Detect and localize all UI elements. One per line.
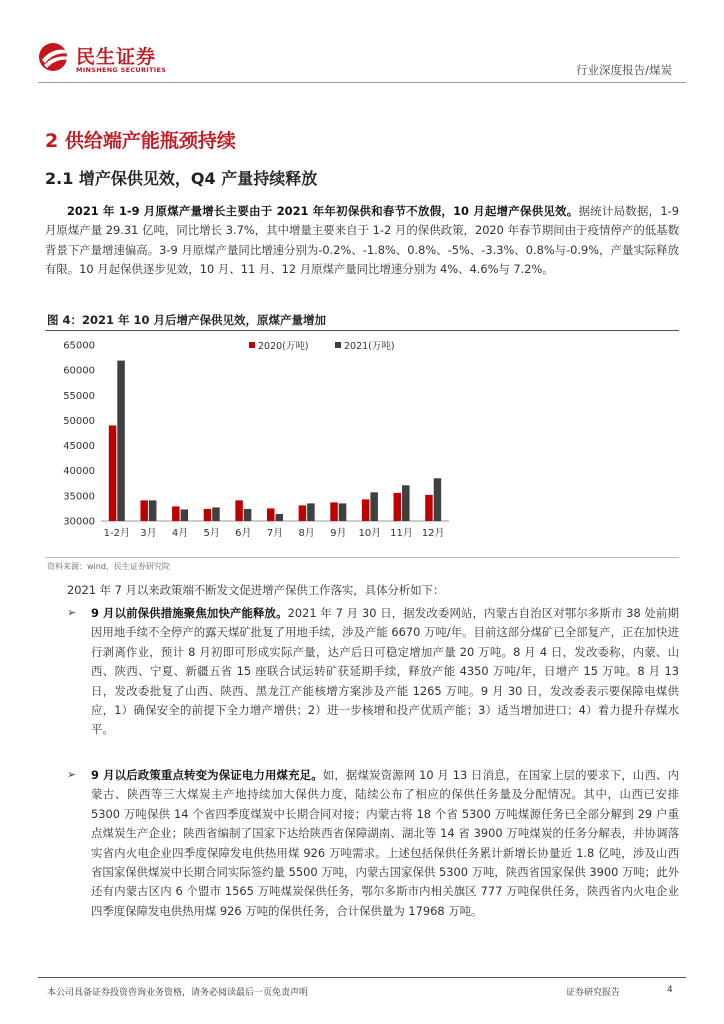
x-tick-label: 4月 <box>171 528 189 539</box>
logo-cn: 民生证券 <box>76 46 157 68</box>
bar-2021-9月 <box>339 503 347 521</box>
bar-2021-11月 <box>402 485 410 521</box>
section-title: 2 供给端产能瓶颈持续 <box>45 130 236 152</box>
x-tick-label: 9月 <box>330 528 347 539</box>
bar-2020-10月 <box>362 499 370 521</box>
bullet-1-marker: ➢ <box>67 606 77 619</box>
bar-chart <box>45 332 455 557</box>
bullet-2-marker: ➢ <box>67 768 77 781</box>
paragraph-1-body: 据统计局数据，1-9 月原煤产量 29.31 亿吨，同比增长 3.7%，其中增量主要来自于 1-2 月的保供政策，2020 年春节期间由于疫情停产的低基数背景下产量增速偏高。3-9 月原煤产量同比增速分别为-0.2%、-1.8%、0.8%、-5%、-3.3%、0.8%与-0.9%，产量实际释放有限。10 月起保供逐步见效，10 月、11 月、12 月原煤产量同比增速分别为 4%、4.6%与 7.2%。 <box>45 204 679 277</box>
y-tick-label: 60000 <box>63 365 95 377</box>
bar-2021-3月 <box>149 500 157 521</box>
bar-2021-5月 <box>212 507 220 521</box>
bar-2020-11月 <box>394 493 402 521</box>
bullet-1-text <box>91 604 679 740</box>
bar-2021-7月 <box>276 514 284 521</box>
x-tick-label: 7月 <box>266 528 284 539</box>
bullet-1-body: 2021 年 7 月 30 日，据发改委网站，内蒙古自治区对鄂尔多斯市 38 处前期因用地手续不全停产的露天煤矿批复了用地手续，涉及产能 6670 万吨/年。目前这部分煤矿已全部复产，正在加快进行剥离作业，预计 8 月初即可形成实际产量，达产后日可稳定增加产量 20 万吨。8 月 4 日，发改委称，内蒙、山西、陕西、宁夏、新疆五省 15 座联合试运转矿获延期手续，释放产能 4350 万吨/年，日增产 15 万吨。8 月 13 日，发改委批复了山西、陕西、黑龙江产能核增方案涉及产能 1265 万吨。9 月 30 日，发改委表示要保障电煤供应，1）确保安全的前提下全力增产增供；2）进一步核增和投产优质产能；3）适当增加进口；4）着力提升存煤水平。 <box>91 606 679 737</box>
bar-2021-4月 <box>181 509 189 521</box>
bar-2020-9月 <box>330 502 338 521</box>
figure-title: 图 4：2021 年 10 月后增产保供见效，原煤产量增加 <box>47 313 327 327</box>
paragraph-1-lead: 2021 年 1-9 月原煤产量增长主要由于 2021 年年初保供和春节不放假，10 月起增产保供见效。 <box>67 204 579 218</box>
bar-2020-6月 <box>235 500 243 521</box>
bar-2021-8月 <box>307 503 315 521</box>
page-number: 4 <box>667 985 673 995</box>
y-tick-label: 40000 <box>63 466 95 478</box>
footer-disclaimer: 本公司具备证券投资咨询业务资格，请务必阅读最后一页免责声明 <box>47 988 309 998</box>
minsheng-logo-icon <box>38 42 72 72</box>
legend-label-2021: 2021(万吨) <box>344 341 395 352</box>
bar-2020-7月 <box>267 508 275 521</box>
bullet-2-lead: 9 月以后政策重点转变为保证电力用煤充足。 <box>91 768 323 782</box>
x-tick-label: 8月 <box>298 528 315 539</box>
bullet-2-text <box>91 766 679 921</box>
y-tick-label: 50000 <box>63 415 95 427</box>
bar-2021-10月 <box>370 492 378 521</box>
intro-line: 2021 年 7 月以来政策端不断发文促进增产保供工作落实，具体分析如下： <box>67 583 445 597</box>
legend-swatch-2021 <box>335 342 341 348</box>
legend-swatch-2020 <box>249 342 255 348</box>
bar-2020-3月 <box>140 500 148 521</box>
x-tick-label: 3月 <box>140 528 157 539</box>
bar-2020-8月 <box>299 505 307 521</box>
bullet-2-body: 如，据煤炭资源网 10 月 13 日消息，在国家上层的要求下，山西、内蒙古、陕西等三大煤炭主产地持续加大保供力度，陆续公布了相应的保供任务量及分配情况。其中，山西已安排 5300 万吨保供 14 个省四季度煤炭中长期合同对接；内蒙古将 18 个省 5300 万吨煤源任务已全部分解到 29 户重点煤炭生产企业；陕西省编制了国家下达给陕西省保障湖南、湖北等 14 省 3900 万吨煤炭的任务分解表，并协调落实省内火电企业四季度保障发电供热用煤 926 万吨需求。上述包括保供任务累计新增长协量近 1.8 亿吨，涉及山西省国家保供煤炭中长期合同实际签约量 5500 万吨，内蒙古国家保供 5300 万吨，陕西省国家保供 3900 万吨；此外还有内蒙古区内 6 个盟市 1565 万吨煤炭保供任务，鄂尔多斯市内相关旗区 777 万吨保供任务，陕西省内火电企业四季度保障发电供热用煤 926 万吨的保供任务，合计保供量为 17968 万吨。 <box>91 768 679 918</box>
x-tick-label: 11月 <box>390 528 413 539</box>
bar-2020-4月 <box>172 506 180 521</box>
subsection-title: 2.1 增产保供见效，Q4 产量持续释放 <box>45 169 318 188</box>
bar-2020-5月 <box>204 509 212 521</box>
figure-source: 资料来源：wind，民生证券研究院 <box>47 562 170 571</box>
report-type: 行业深度报告/煤炭 <box>576 63 672 77</box>
bar-2021-12月 <box>434 478 442 521</box>
y-tick-label: 55000 <box>63 390 95 402</box>
bar-2020-12月 <box>425 495 433 521</box>
footer-label: 证券研究报告 <box>566 988 621 998</box>
y-tick-label: 65000 <box>63 340 95 352</box>
bar-2020-1-2月 <box>109 425 117 521</box>
bar-2021-6月 <box>244 509 252 521</box>
figure-title-divider <box>45 330 679 331</box>
x-tick-label: 1-2月 <box>103 528 130 539</box>
x-tick-label: 5月 <box>203 528 220 539</box>
y-tick-label: 35000 <box>63 491 95 503</box>
footer-divider <box>38 977 686 978</box>
y-tick-label: 30000 <box>63 516 95 528</box>
y-tick-label: 45000 <box>63 441 95 453</box>
figure-bottom-divider <box>45 557 679 558</box>
chart-legend <box>249 340 395 352</box>
x-tick-label: 6月 <box>235 528 252 539</box>
header-divider <box>38 82 686 83</box>
x-tick-label: 10月 <box>358 528 382 539</box>
bar-2021-1-2月 <box>117 361 125 521</box>
header <box>0 0 724 90</box>
paragraph-1 <box>45 202 679 280</box>
logo-en: MINSHENG SECURITIES <box>76 66 167 74</box>
bullet-1-lead: 9 月以前保供措施聚焦加快产能释放。 <box>91 606 288 620</box>
x-tick-label: 12月 <box>421 528 445 539</box>
legend-label-2020: 2020(万吨) <box>258 341 309 352</box>
